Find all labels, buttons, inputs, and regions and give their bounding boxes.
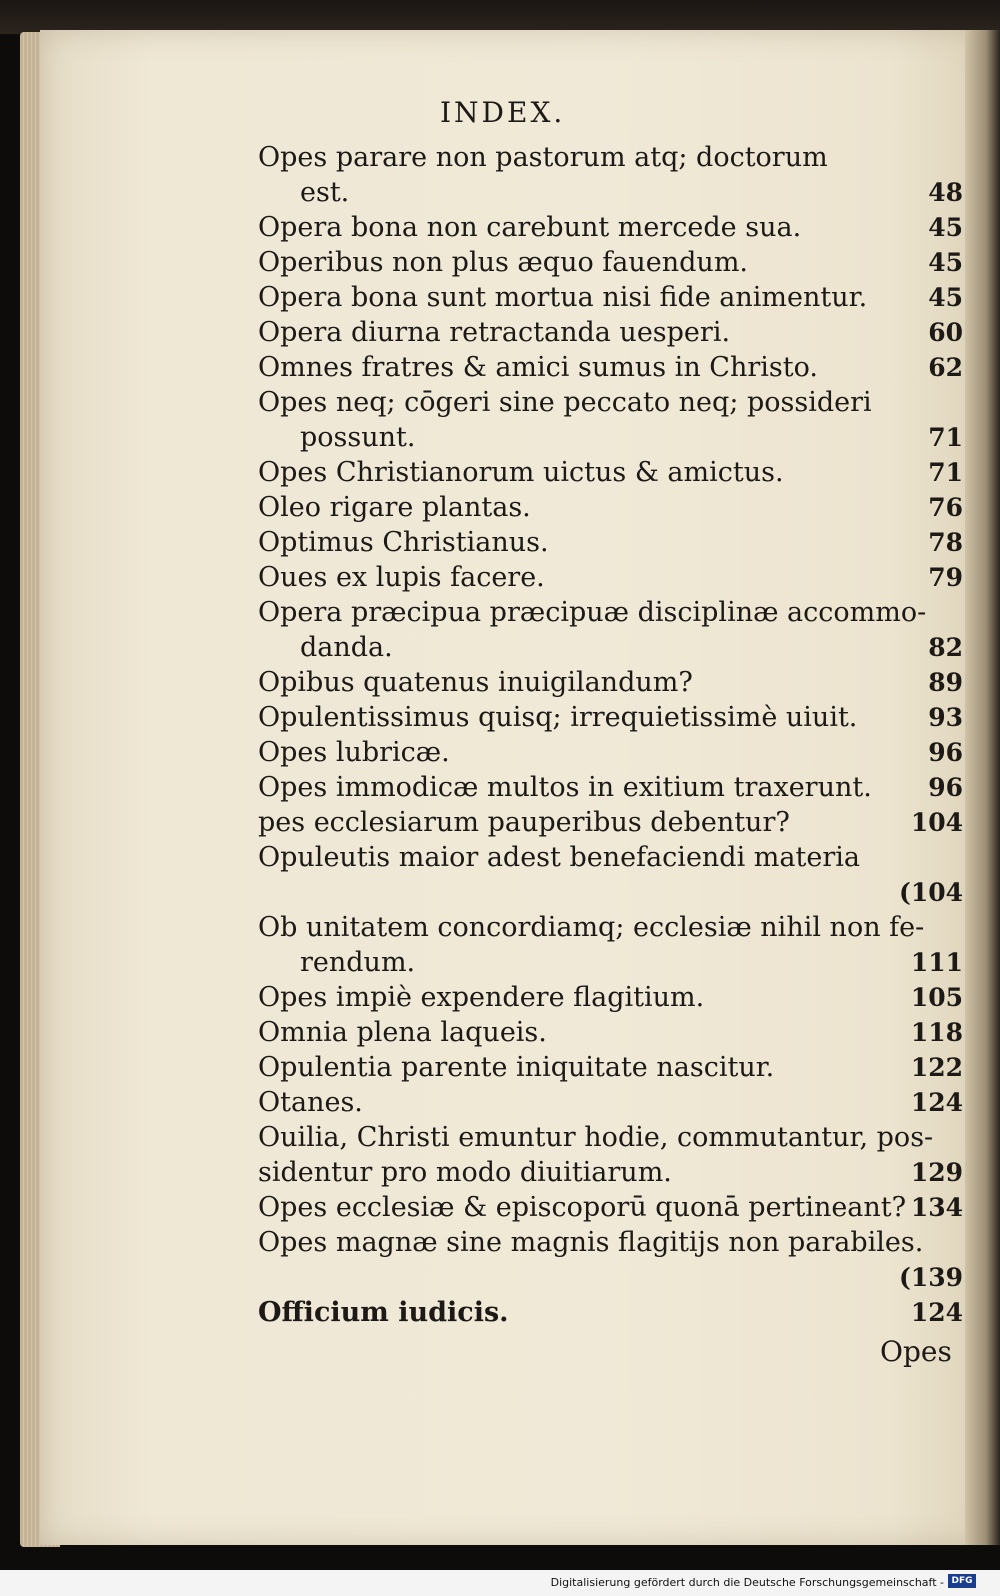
index-entry — [258, 1260, 963, 1295]
entry-text: Opes impiè expendere flagitium. — [258, 982, 705, 1013]
index-entry — [258, 700, 963, 735]
entry-text: Operibus non plus æquo fauendum. — [258, 247, 749, 278]
catchword: Opes — [880, 1335, 952, 1368]
index-entry — [258, 560, 963, 595]
entry-text: possunt. — [300, 422, 416, 453]
index-entry — [258, 770, 963, 805]
dfg-logo: DFG — [948, 1574, 976, 1588]
entry-text: Omnes fratres & amici sumus in Christo. — [258, 352, 818, 383]
entry-page-number: 45 — [928, 283, 963, 312]
entry-text: Opera bona sunt mortua nisi fide animentur. — [258, 282, 868, 313]
entry-text: Opes ecclesiæ & episcoporū quonā pertineant? — [258, 1192, 907, 1223]
entry-page-number: 78 — [928, 528, 963, 557]
entry-text: sidentur pro modo diuitiarum. — [258, 1157, 672, 1188]
entry-text: danda. — [300, 632, 393, 663]
binding-shadow — [965, 30, 1000, 1545]
entry-text: Ouilia, Christi emuntur hodie, commutantur, pos- — [258, 1122, 934, 1153]
entry-page-number: 104 — [910, 808, 963, 837]
index-entry — [258, 1120, 963, 1155]
entry-page-number: 71 — [928, 458, 963, 487]
index-entry — [258, 385, 963, 420]
index-entry — [258, 875, 963, 910]
index-entry — [258, 910, 963, 945]
entry-text: Opes immodicæ multos in exitium traxerunt. — [258, 772, 872, 803]
entry-text: Opes parare non pastorum atq; doctorum — [258, 142, 828, 173]
index-entry — [258, 525, 963, 560]
entry-page-number: 48 — [928, 178, 963, 207]
entry-text: Opulentia parente iniquitate nascitur. — [258, 1052, 775, 1083]
entry-text: rendum. — [300, 947, 416, 978]
index-entry — [258, 1050, 963, 1085]
entry-page-number: 45 — [928, 248, 963, 277]
index-entry — [258, 945, 963, 980]
entry-page-number: 118 — [910, 1018, 963, 1047]
index-entry — [258, 315, 963, 350]
footer-credit: Digitalisierung gefördert durch die Deutsche Forschungsgemeinschaft - — [550, 1576, 944, 1589]
index-entry — [258, 245, 963, 280]
entry-text: Ob unitatem concordiamq; ecclesiæ nihil non fe- — [258, 912, 925, 943]
entry-text: Opes magnæ sine magnis flagitijs non parabiles. — [258, 1227, 924, 1258]
entry-page-number: 105 — [910, 983, 963, 1012]
entry-page-number: 76 — [928, 493, 963, 522]
index-entry — [258, 175, 963, 210]
index-entries — [258, 140, 963, 1330]
index-entry — [258, 1225, 963, 1260]
index-entry — [258, 1295, 963, 1330]
book-top-edge — [0, 0, 1000, 34]
index-entry — [258, 1190, 963, 1225]
entry-page-number: 62 — [928, 353, 963, 382]
entry-page-number: (139 — [898, 1263, 963, 1292]
entry-page-number: 134 — [910, 1193, 963, 1222]
index-entry — [258, 350, 963, 385]
entry-text: Opera præcipua præcipuæ disciplinæ accommo- — [258, 597, 927, 628]
entry-page-number: 93 — [928, 703, 963, 732]
entry-text: Opera bona non carebunt mercede sua. — [258, 212, 802, 243]
entry-text: Otanes. — [258, 1087, 363, 1118]
entry-text: Omnia plena laqueis. — [258, 1017, 547, 1048]
entry-page-number: 111 — [910, 948, 963, 977]
entry-text: est. — [300, 177, 350, 208]
entry-page-number: 45 — [928, 213, 963, 242]
entry-page-number: 129 — [910, 1158, 963, 1187]
entry-text: Opes lubricæ. — [258, 737, 450, 768]
entry-page-number: (104 — [898, 878, 963, 907]
index-entry — [258, 490, 963, 525]
entry-text: Optimus Christianus. — [258, 527, 549, 558]
entry-page-number: 60 — [928, 318, 963, 347]
index-entry — [258, 1015, 963, 1050]
index-entry — [258, 630, 963, 665]
entry-text: Opulentissimus quisq; irrequietissimè uiuit. — [258, 702, 858, 733]
index-entry — [258, 980, 963, 1015]
entry-page-number: 79 — [928, 563, 963, 592]
index-entry — [258, 665, 963, 700]
entry-text: pes ecclesiarum pauperibus debentur? — [258, 807, 790, 838]
entry-text: Oues ex lupis facere. — [258, 562, 545, 593]
entry-text: Oleo rigare plantas. — [258, 492, 531, 523]
entry-page-number: 89 — [928, 668, 963, 697]
index-entry — [258, 1155, 963, 1190]
index-entry — [258, 420, 963, 455]
entry-text: Opes neq; cōgeri sine peccato neq; possideri — [258, 387, 872, 418]
entry-text: Opes Christianorum uictus & amictus. — [258, 457, 784, 488]
entry-page-number: 96 — [928, 773, 963, 802]
index-entry — [258, 840, 963, 875]
entry-text: Opibus quatenus inuigilandum? — [258, 667, 693, 698]
index-entry — [258, 1085, 963, 1120]
index-entry — [258, 455, 963, 490]
index-entry — [258, 280, 963, 315]
index-entry — [258, 140, 963, 175]
index-entry — [258, 735, 963, 770]
index-entry — [258, 805, 963, 840]
entry-page-number: 124 — [910, 1088, 963, 1117]
index-entry — [258, 210, 963, 245]
entry-text: Officium iudicis. — [258, 1297, 509, 1328]
entry-text: Opera diurna retractanda uesperi. — [258, 317, 731, 348]
page-header: INDEX. — [440, 96, 566, 129]
entry-page-number: 122 — [910, 1053, 963, 1082]
entry-page-number: 82 — [928, 633, 963, 662]
index-entry — [258, 595, 963, 630]
entry-page-number: 96 — [928, 738, 963, 767]
entry-page-number: 124 — [910, 1298, 963, 1327]
entry-text: Opuleutis maior adest benefaciendi materia — [258, 842, 860, 873]
entry-page-number: 71 — [928, 423, 963, 452]
